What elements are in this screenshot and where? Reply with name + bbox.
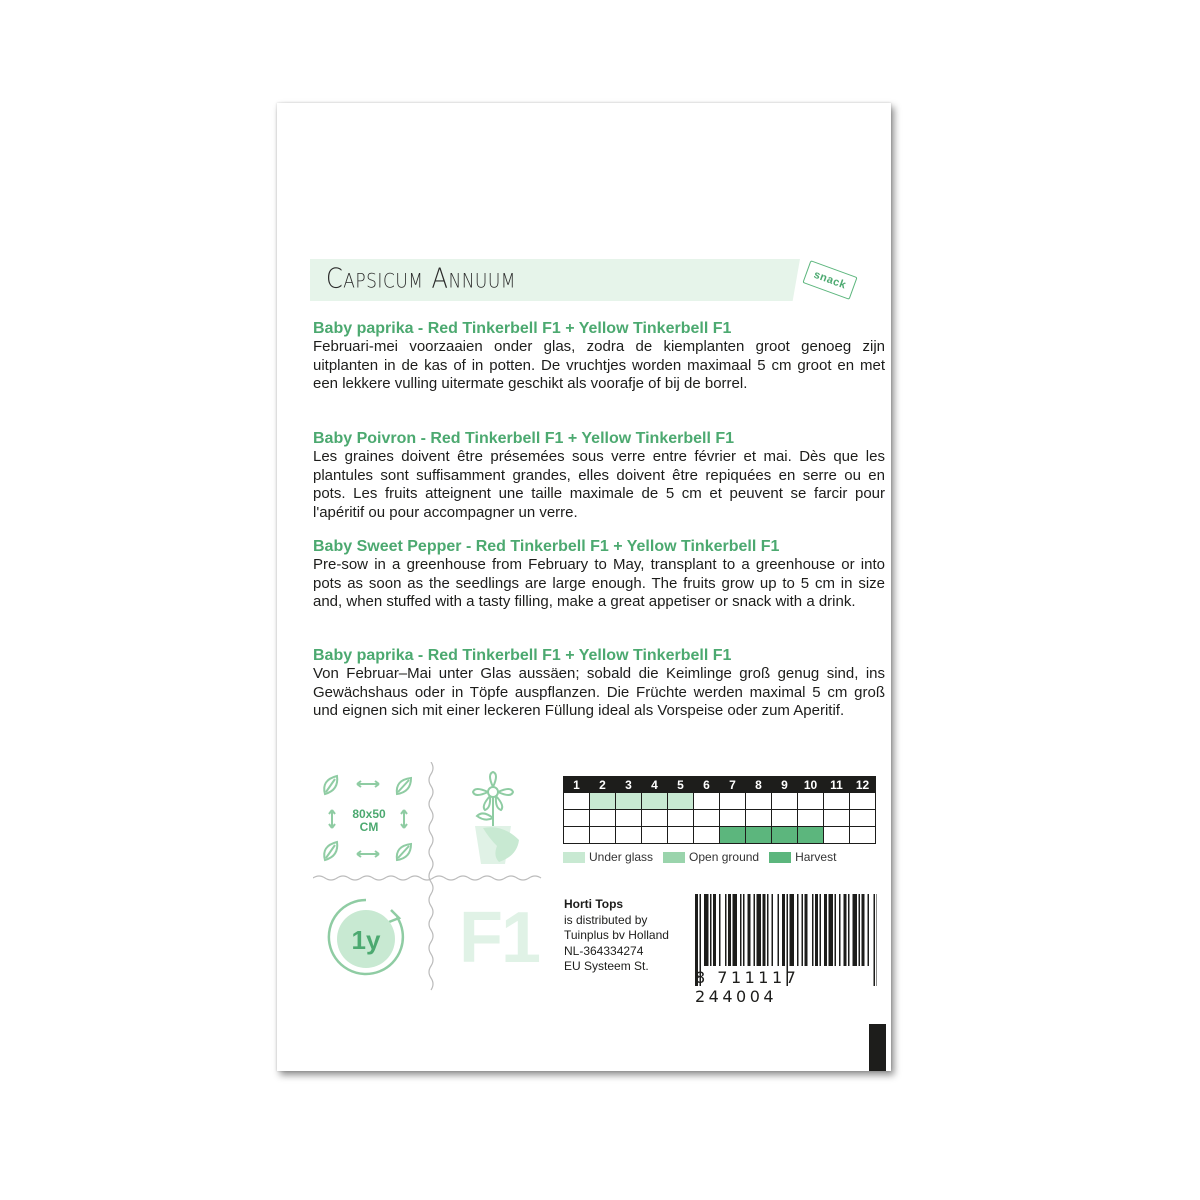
legend-label: Under glass bbox=[589, 850, 654, 864]
species-name: Capsicum Annuum bbox=[326, 262, 516, 295]
legend-swatch bbox=[769, 852, 791, 863]
lifecycle-label: 1y bbox=[351, 925, 381, 955]
calendar-row-harvest bbox=[564, 827, 876, 844]
month-8: 8 bbox=[746, 777, 772, 793]
distributor-line: Tuinplus bv Holland bbox=[564, 928, 669, 942]
month-2: 2 bbox=[590, 777, 616, 793]
calendar-cell bbox=[746, 810, 772, 827]
calendar-cell bbox=[772, 793, 798, 810]
calendar-cell bbox=[694, 827, 720, 844]
section-english bbox=[313, 537, 885, 612]
calendar-cell bbox=[590, 793, 616, 810]
calendar-cell bbox=[590, 827, 616, 844]
calendar-cell bbox=[694, 810, 720, 827]
calendar-cell bbox=[564, 827, 590, 844]
calendar-cell bbox=[824, 810, 850, 827]
calendar-cell bbox=[772, 810, 798, 827]
calendar-cell bbox=[642, 827, 668, 844]
month-11: 11 bbox=[824, 777, 850, 793]
calendar-cell bbox=[850, 827, 876, 844]
calendar-cell bbox=[798, 810, 824, 827]
section-title: Baby Poivron - Red Tinkerbell F1 + Yellow Tinkerbell F1 bbox=[313, 430, 735, 447]
legend-label: Open ground bbox=[689, 850, 760, 864]
distributor-line: is distributed by bbox=[564, 912, 648, 927]
legend-swatch bbox=[563, 852, 585, 863]
print-mark bbox=[869, 1024, 886, 1071]
calendar-row-open-ground bbox=[564, 810, 876, 827]
icon-grid bbox=[313, 762, 543, 994]
section-text: Von Februar–Mai unter Glas aussäen; sobald die Keimlinge groß genug sind, ins Gewächshaus oder in Töpfe auspflanzen. Die Früchte werden maximal 5 cm groß und eignen sich mit einer leckeren Füllung ideal als Vorspeise oder zum Aperitif. bbox=[313, 665, 885, 719]
calendar-cell bbox=[668, 793, 694, 810]
snack-tag-label: snack bbox=[812, 268, 848, 292]
calendar-cell bbox=[668, 810, 694, 827]
section-german bbox=[313, 646, 885, 721]
calendar-cell bbox=[824, 827, 850, 844]
legend-item bbox=[663, 850, 759, 864]
calendar-table bbox=[563, 776, 876, 844]
calendar-cell bbox=[694, 793, 720, 810]
calendar-cell bbox=[772, 827, 798, 844]
calendar-cell bbox=[850, 793, 876, 810]
calendar-cell bbox=[616, 827, 642, 844]
calendar-cell bbox=[564, 810, 590, 827]
month-7: 7 bbox=[720, 777, 746, 793]
section-french bbox=[313, 429, 885, 522]
legend-swatch bbox=[663, 852, 685, 863]
calendar-legend bbox=[563, 850, 876, 864]
calendar-cell bbox=[850, 810, 876, 827]
calendar-cell bbox=[798, 793, 824, 810]
distributor-line: NL-364334274 bbox=[564, 943, 644, 958]
section-dutch bbox=[313, 319, 885, 394]
legend-label: Harvest bbox=[795, 850, 837, 864]
calendar-cell bbox=[616, 810, 642, 827]
calendar-cell bbox=[746, 793, 772, 810]
calendar-cell bbox=[720, 793, 746, 810]
section-title: Baby Sweet Pepper - Red Tinkerbell F1 + Yellow Tinkerbell F1 bbox=[313, 538, 780, 555]
month-10: 10 bbox=[798, 777, 824, 793]
section-text: Pre-sow in a greenhouse from February to May, transplant to a greenhouse or into pots as soon as the seedlings are large enough. The fruits grow up to 5 cm in size and, when stuffed with a tasty filling, make a great appetiser or snack with a drink. bbox=[313, 556, 885, 610]
calendar-cell bbox=[720, 810, 746, 827]
calendar-row-under-glass bbox=[564, 793, 876, 810]
month-5: 5 bbox=[668, 777, 694, 793]
month-12: 12 bbox=[850, 777, 876, 793]
sowing-calendar bbox=[563, 776, 876, 864]
section-title: Baby paprika - Red Tinkerbell F1 + Yellow Tinkerbell F1 bbox=[313, 647, 732, 664]
barcode-number: 8 711117 244004 bbox=[695, 968, 800, 1006]
spacing-dimensions: 80x50 bbox=[352, 807, 386, 821]
calendar-cell bbox=[590, 810, 616, 827]
calendar-cell bbox=[824, 793, 850, 810]
month-1: 1 bbox=[564, 777, 590, 793]
calendar-cell bbox=[642, 810, 668, 827]
f1-hybrid-icon: F1 bbox=[459, 898, 540, 978]
divider-horizontal bbox=[313, 874, 543, 882]
calendar-cell bbox=[564, 793, 590, 810]
flower-pot-icon bbox=[453, 768, 533, 868]
calendar-cell bbox=[746, 827, 772, 844]
distributor-info bbox=[564, 897, 669, 975]
month-6: 6 bbox=[694, 777, 720, 793]
section-text: Les graines doivent être présemées sous verre entre février et mai. Dès que les plantules sont suffisamment grandes, elles doivent être repiquées en serre ou en pots. Les fruits atteignent une taille maximale de 5 cm et peuvent se farcir pour l'apéritif ou pour accompagner un verre. bbox=[313, 448, 885, 521]
spacing-label bbox=[339, 808, 399, 834]
section-text: Februari-mei voorzaaien onder glas, zodra de kiemplanten groot genoeg zijn uitplanten in de kas of in potten. De vruchtjes worden maximaal 5 cm groot en met een lekkere vulling uitermate geschikt als voorafje of bij de borrel. bbox=[313, 338, 885, 392]
calendar-cell bbox=[642, 793, 668, 810]
distributor-line: EU Systeem St. bbox=[564, 959, 649, 973]
month-4: 4 bbox=[642, 777, 668, 793]
spacing-unit: CM bbox=[359, 820, 379, 834]
section-title: Baby paprika - Red Tinkerbell F1 + Yellow Tinkerbell F1 bbox=[313, 320, 732, 337]
calendar-cell bbox=[720, 827, 746, 844]
legend-item bbox=[769, 850, 836, 864]
brand-name: Horti Tops bbox=[564, 897, 624, 911]
calendar-cell bbox=[616, 793, 642, 810]
calendar-cell bbox=[668, 827, 694, 844]
calendar-months bbox=[564, 777, 876, 793]
legend-item bbox=[563, 850, 653, 864]
month-9: 9 bbox=[772, 777, 798, 793]
month-3: 3 bbox=[616, 777, 642, 793]
calendar-cell bbox=[798, 827, 824, 844]
